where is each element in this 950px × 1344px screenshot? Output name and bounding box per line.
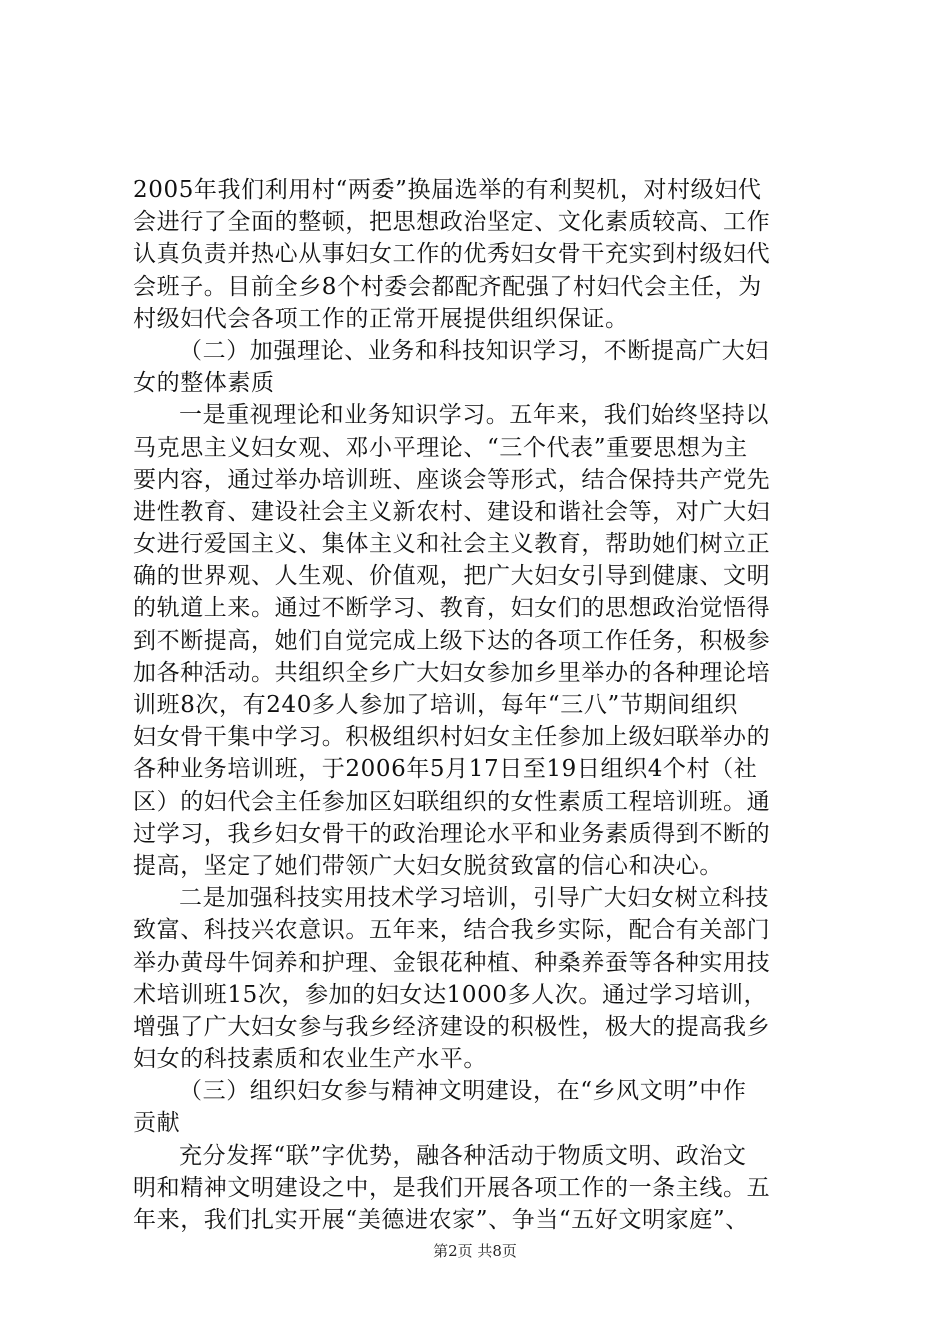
text-line: 过学习，我乡妇女骨干的政治理论水平和业务素质得到不断的: [133, 820, 771, 847]
text-line: 提高，坚定了她们带领广大妇女脱贫致富的信心和决心。: [133, 852, 723, 879]
text-line: 会班子。目前全乡8个村委会都配齐配强了村妇代会主任，为: [133, 273, 762, 300]
text-line: 加各种活动。共组织全乡广大妇女参加乡里举办的各种理论培: [133, 659, 771, 686]
text-line: 会进行了全面的整顿，把思想政治坚定、文化素质较高、工作: [133, 209, 771, 236]
text-line: 要内容，通过举办培训班、座谈会等形式，结合保持共产党先: [133, 466, 771, 493]
text-line: 马克思主义妇女观、邓小平理论、“三个代表”重要思想为主: [133, 434, 748, 461]
text-line: 妇女的科技素质和农业生产水平。: [133, 1046, 487, 1073]
text-line: 贡献: [133, 1110, 181, 1137]
text-line: 村级妇代会各项工作的正常开展提供组织保证。: [133, 305, 629, 332]
page-footer: 第2页 共8页: [433, 1242, 517, 1260]
text-line: 增强了广大妇女参与我乡经济建设的积极性，极大的提高我乡: [133, 1013, 771, 1040]
text-line: 女进行爱国主义、集体主义和社会主义教育，帮助她们树立正: [133, 531, 771, 558]
text-line: 区）的妇代会主任参加区妇联组织的女性素质工程培训班。通: [133, 788, 771, 815]
text-line: 各种业务培训班，于2006年5月17日至19日组织4个村（社: [133, 756, 758, 783]
text-line: 女的整体素质: [133, 370, 275, 397]
text-line: 的轨道上来。通过不断学习、教育，妇女们的思想政治觉悟得: [133, 595, 771, 622]
text-line: 二是加强科技实用技术学习培训，引导广大妇女树立科技: [179, 885, 769, 912]
text-line: 一是重视理论和业务知识学习。五年来，我们始终坚持以: [179, 402, 769, 429]
text-line: 认真负责并热心从事妇女工作的优秀妇女骨干充实到村级妇代: [133, 241, 771, 268]
text-line: 致富、科技兴农意识。五年来，结合我乡实际，配合有关部门: [133, 917, 771, 944]
text-line: 进性教育、建设社会主义新农村、建设和谐社会等，对广大妇: [133, 498, 771, 525]
text-line: 到不断提高，她们自觉完成上级下达的各项工作任务，积极参: [133, 627, 771, 654]
text-line: 年来，我们扎实开展“美德进农家”、争当“五好文明家庭”、: [133, 1207, 749, 1233]
text-line: （三）组织妇女参与精神文明建设，在“乡风文明”中作: [179, 1078, 747, 1105]
text-line: 训班8次，有240多人参加了培训，每年“三八”节期间组织: [133, 692, 738, 718]
text-line: 明和精神文明建设之中，是我们开展各项工作的一条主线。五: [133, 1174, 771, 1201]
text-line: 术培训班15次，参加的妇女达1000多人次。通过学习培训，: [133, 981, 768, 1008]
text-line: （二）加强理论、业务和科技知识学习，不断提高广大妇: [179, 337, 769, 364]
text-line: 确的世界观、人生观、价值观，把广大妇女引导到健康、文明: [133, 563, 771, 590]
document-body: [133, 174, 845, 1236]
text-line: 妇女骨干集中学习。积极组织村妇女主任参加上级妇联举办的: [133, 724, 771, 751]
text-line: 举办黄母牛饲养和护理、金银花种植、种桑养蚕等各种实用技: [133, 949, 771, 976]
text-line: 2005年我们利用村“两委”换届选举的有利契机，对村级妇代: [133, 177, 762, 203]
text-line: 充分发挥“联”字优势，融各种活动于物质文明、政治文: [179, 1142, 747, 1169]
